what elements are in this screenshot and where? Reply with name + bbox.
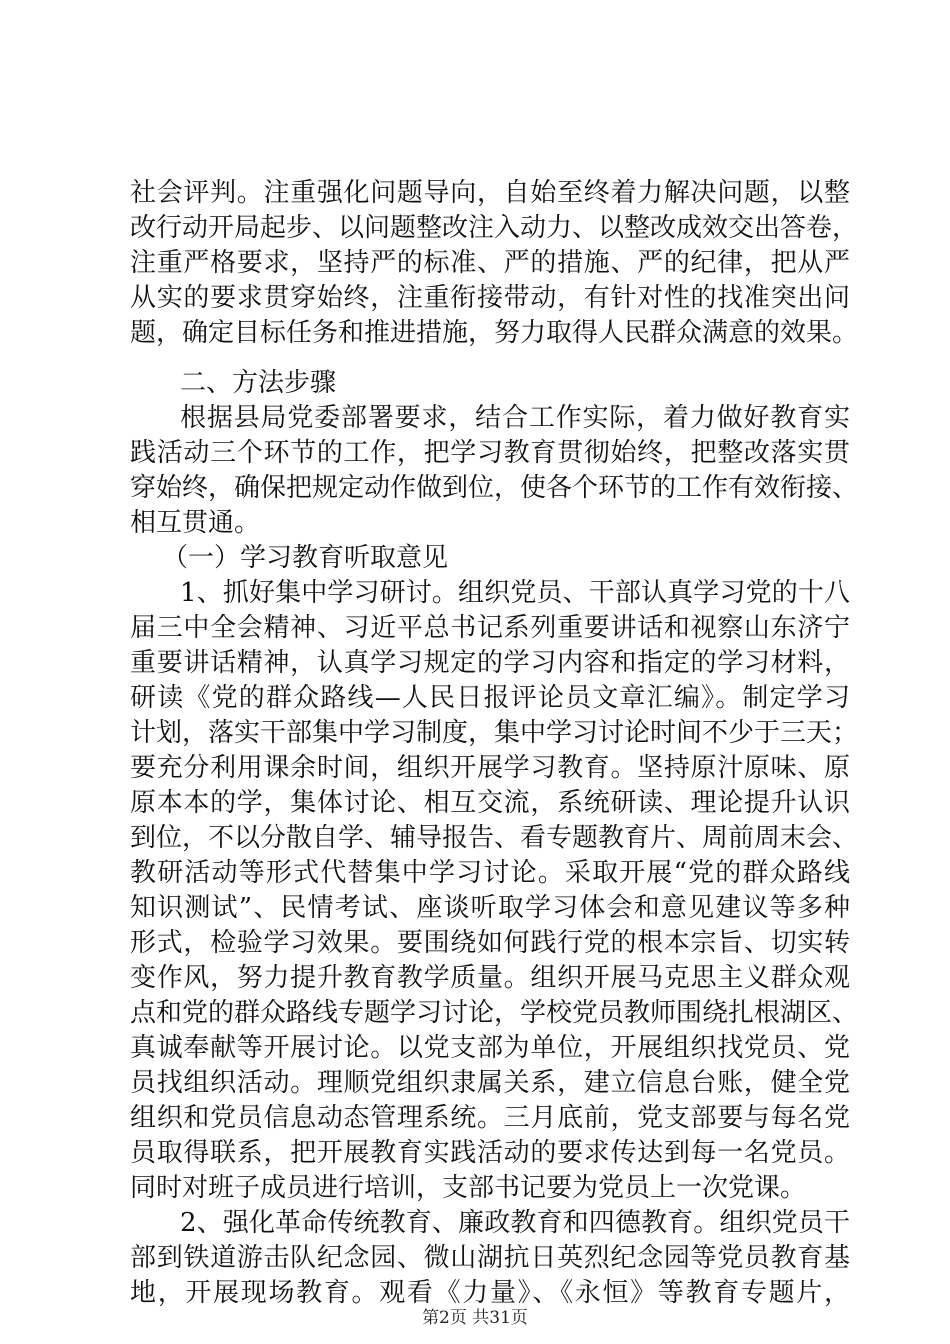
text-line: 届三中全会精神、习近平总书记系列重要讲话和视察山东济宁 [130, 613, 850, 643]
text-line: 形式，检验学习效果。要围绕如何践行党的根本宗旨、切实转 [130, 928, 850, 958]
text-line: 同时对班子成员进行培训，支部书记要为党员上一次党课。 [130, 1173, 807, 1203]
text-line: 研读《党的群众路线—人民日报评论员文章汇编》。制定学习 [130, 683, 850, 713]
text-line: 要充分利用课余时间，组织开展学习教育。坚持原汁原味、原 [130, 753, 850, 783]
text-line: 从实的要求贯穿始终，注重衔接带动，有针对性的找准突出问 [130, 283, 850, 313]
text-line: 地，开展现场教育。观看《力量》、《永恒》等教育专题片， [130, 1278, 850, 1308]
text-line: 计划，落实干部集中学习制度，集中学习讨论时间不少于三天； [130, 718, 859, 748]
text-line: 教研活动等形式代替集中学习讨论。采取开展“党的群众路线 [130, 858, 850, 888]
text-line: 注重严格要求，坚持严的标准、严的措施、严的纪律，把从严 [130, 248, 850, 278]
text-line: 知识测试”、民情考试、座谈听取学习体会和意见建议等多种 [130, 893, 850, 923]
text-line: 穿始终，确保把规定动作做到位，使各个环节的工作有效衔接、 [130, 473, 859, 503]
text-line: 践活动三个环节的工作，把学习教育贯彻始终，把整改落实贯 [130, 438, 850, 468]
page-footer: 第2页 共31页 [422, 1308, 528, 1328]
text-line: 真诚奉献等开展讨论。以党支部为单位，开展组织找党员、党 [130, 1033, 850, 1063]
subsection-heading: （一）学习教育听取意见 [162, 543, 449, 573]
text-line: 2、强化革命传统教育、廉政教育和四德教育。组织党员干 [180, 1208, 850, 1238]
section-heading: 二、方法步骤 [180, 368, 337, 398]
text-line: 改行动开局起步、以问题整改注入动力、以整改成效交出答卷， [130, 213, 859, 243]
text-line: 变作风，努力提升教育教学质量。组织开展马克思主义群众观 [130, 963, 850, 993]
text-line: 到位，不以分散自学、辅导报告、看专题教育片、周前周末会、 [130, 823, 859, 853]
text-line: 根据县局党委部署要求，结合工作实际，着力做好教育实 [180, 403, 850, 433]
text-line: 社会评判。注重强化问题导向，自始至终着力解决问题，以整 [130, 178, 850, 208]
text-line: 1、抓好集中学习研讨。组织党员、干部认真学习党的十八 [180, 578, 850, 608]
text-line: 部到铁道游击队纪念园、微山湖抗日英烈纪念园等党员教育基 [130, 1243, 850, 1273]
text-line: 原本本的学，集体讨论、相互交流，系统研读、理论提升认识 [130, 788, 850, 818]
text-line: 重要讲话精神，认真学习规定的学习内容和指定的学习材料， [130, 648, 850, 678]
text-line: 相互贯通。 [130, 508, 261, 538]
text-line: 组织和党员信息动态管理系统。三月底前，党支部要与每名党 [130, 1103, 850, 1133]
text-line: 员取得联系，把开展教育实践活动的要求传达到每一名党员。 [130, 1138, 850, 1168]
text-line: 员找组织活动。理顺党组织隶属关系，建立信息台账，健全党 [130, 1068, 850, 1098]
text-line: 点和党的群众路线专题学习讨论，学校党员教师围绕扎根湖区、 [130, 998, 859, 1028]
text-line: 题，确定目标任务和推进措施，努力取得人民群众满意的效果。 [130, 318, 859, 348]
